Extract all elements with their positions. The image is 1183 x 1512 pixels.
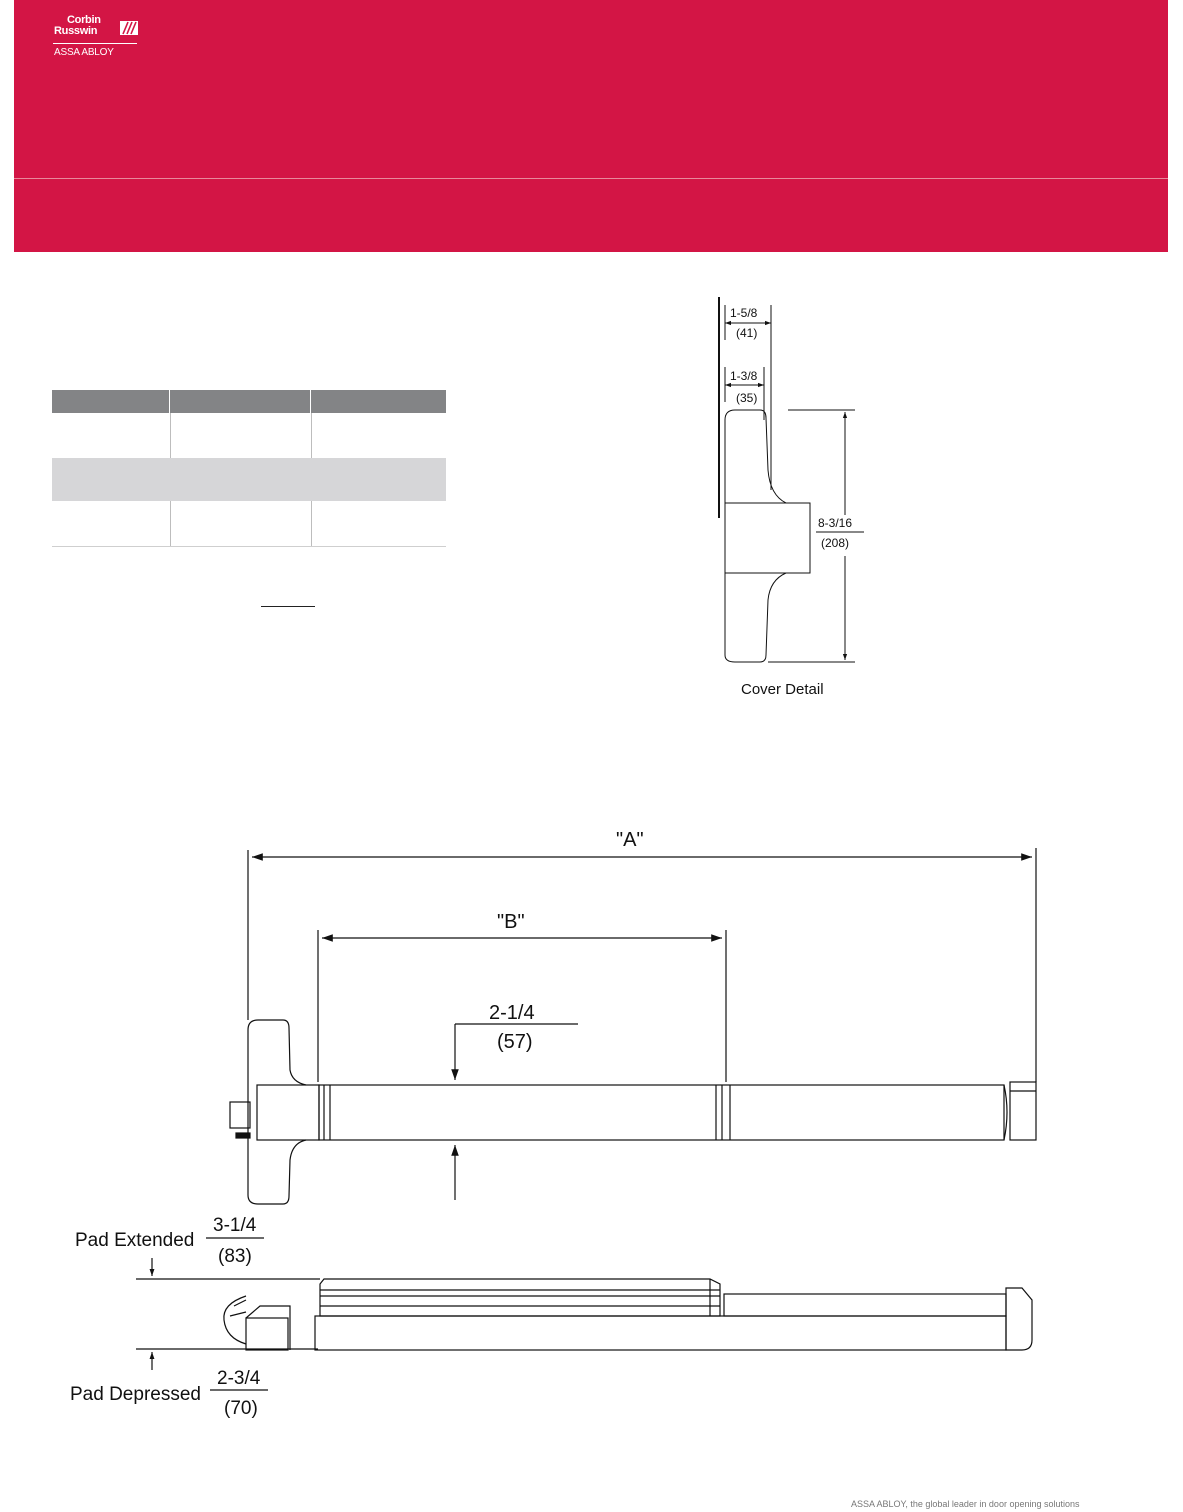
- pad-labels: [70, 1215, 268, 1419]
- logo-parent-name: ASSA ABLOY: [54, 47, 114, 58]
- plan-chassis: [246, 1318, 288, 1350]
- cover-upper-outline: [725, 410, 786, 505]
- pad-extended-dim: 3-1/4: [213, 1215, 257, 1236]
- logo-name-line1: Corbin: [67, 14, 101, 26]
- plan-latch: [224, 1296, 246, 1344]
- touchpad: [320, 1279, 720, 1316]
- plan-end-cap: [1006, 1288, 1032, 1350]
- dim-outer-mm: (41): [736, 326, 758, 340]
- dim-height-mm: (208): [821, 536, 850, 550]
- latch-tab: [236, 1133, 250, 1138]
- rail-height-dim: 2-1/4: [489, 1002, 535, 1024]
- plan-rail: [315, 1316, 1006, 1350]
- pad-depressed-label: Pad Depressed: [70, 1384, 201, 1405]
- dim-outer: 1-5/8: [730, 306, 758, 320]
- device-elevation-labels: [489, 829, 644, 1053]
- dim-b-label: "B": [497, 911, 525, 933]
- latch-bolt: [230, 1102, 250, 1128]
- pad-extended-label: Pad Extended: [75, 1230, 195, 1251]
- dim-inner-mm: (35): [736, 391, 758, 405]
- cover-lower-outline: [725, 573, 786, 662]
- cover-detail-labels: [730, 306, 852, 698]
- pad-depressed-mm: (70): [224, 1398, 258, 1419]
- logo-name-line2: Russwin: [54, 25, 98, 37]
- cover-center-block: [725, 503, 810, 573]
- chassis-upper: [248, 1020, 306, 1085]
- cover-detail-drawing: [719, 297, 864, 662]
- pad-extended-mm: (83): [218, 1246, 252, 1267]
- dim-inner: 1-3/8: [730, 369, 758, 383]
- device-elevation-drawing: [230, 848, 1036, 1204]
- cover-detail-caption: Cover Detail: [741, 681, 824, 698]
- dim-a-label: "A": [616, 829, 644, 851]
- footer-tagline: ASSA ABLOY, the global leader in door opening solutions: [851, 1499, 1080, 1509]
- pad-depressed-dim: 2-3/4: [217, 1368, 261, 1389]
- chassis-block: [257, 1085, 319, 1140]
- rail-height-mm: (57): [497, 1031, 533, 1053]
- dim-height: 8-3/16: [818, 516, 853, 530]
- push-rail: [319, 1085, 1004, 1140]
- device-plan-drawing: [136, 1258, 1032, 1370]
